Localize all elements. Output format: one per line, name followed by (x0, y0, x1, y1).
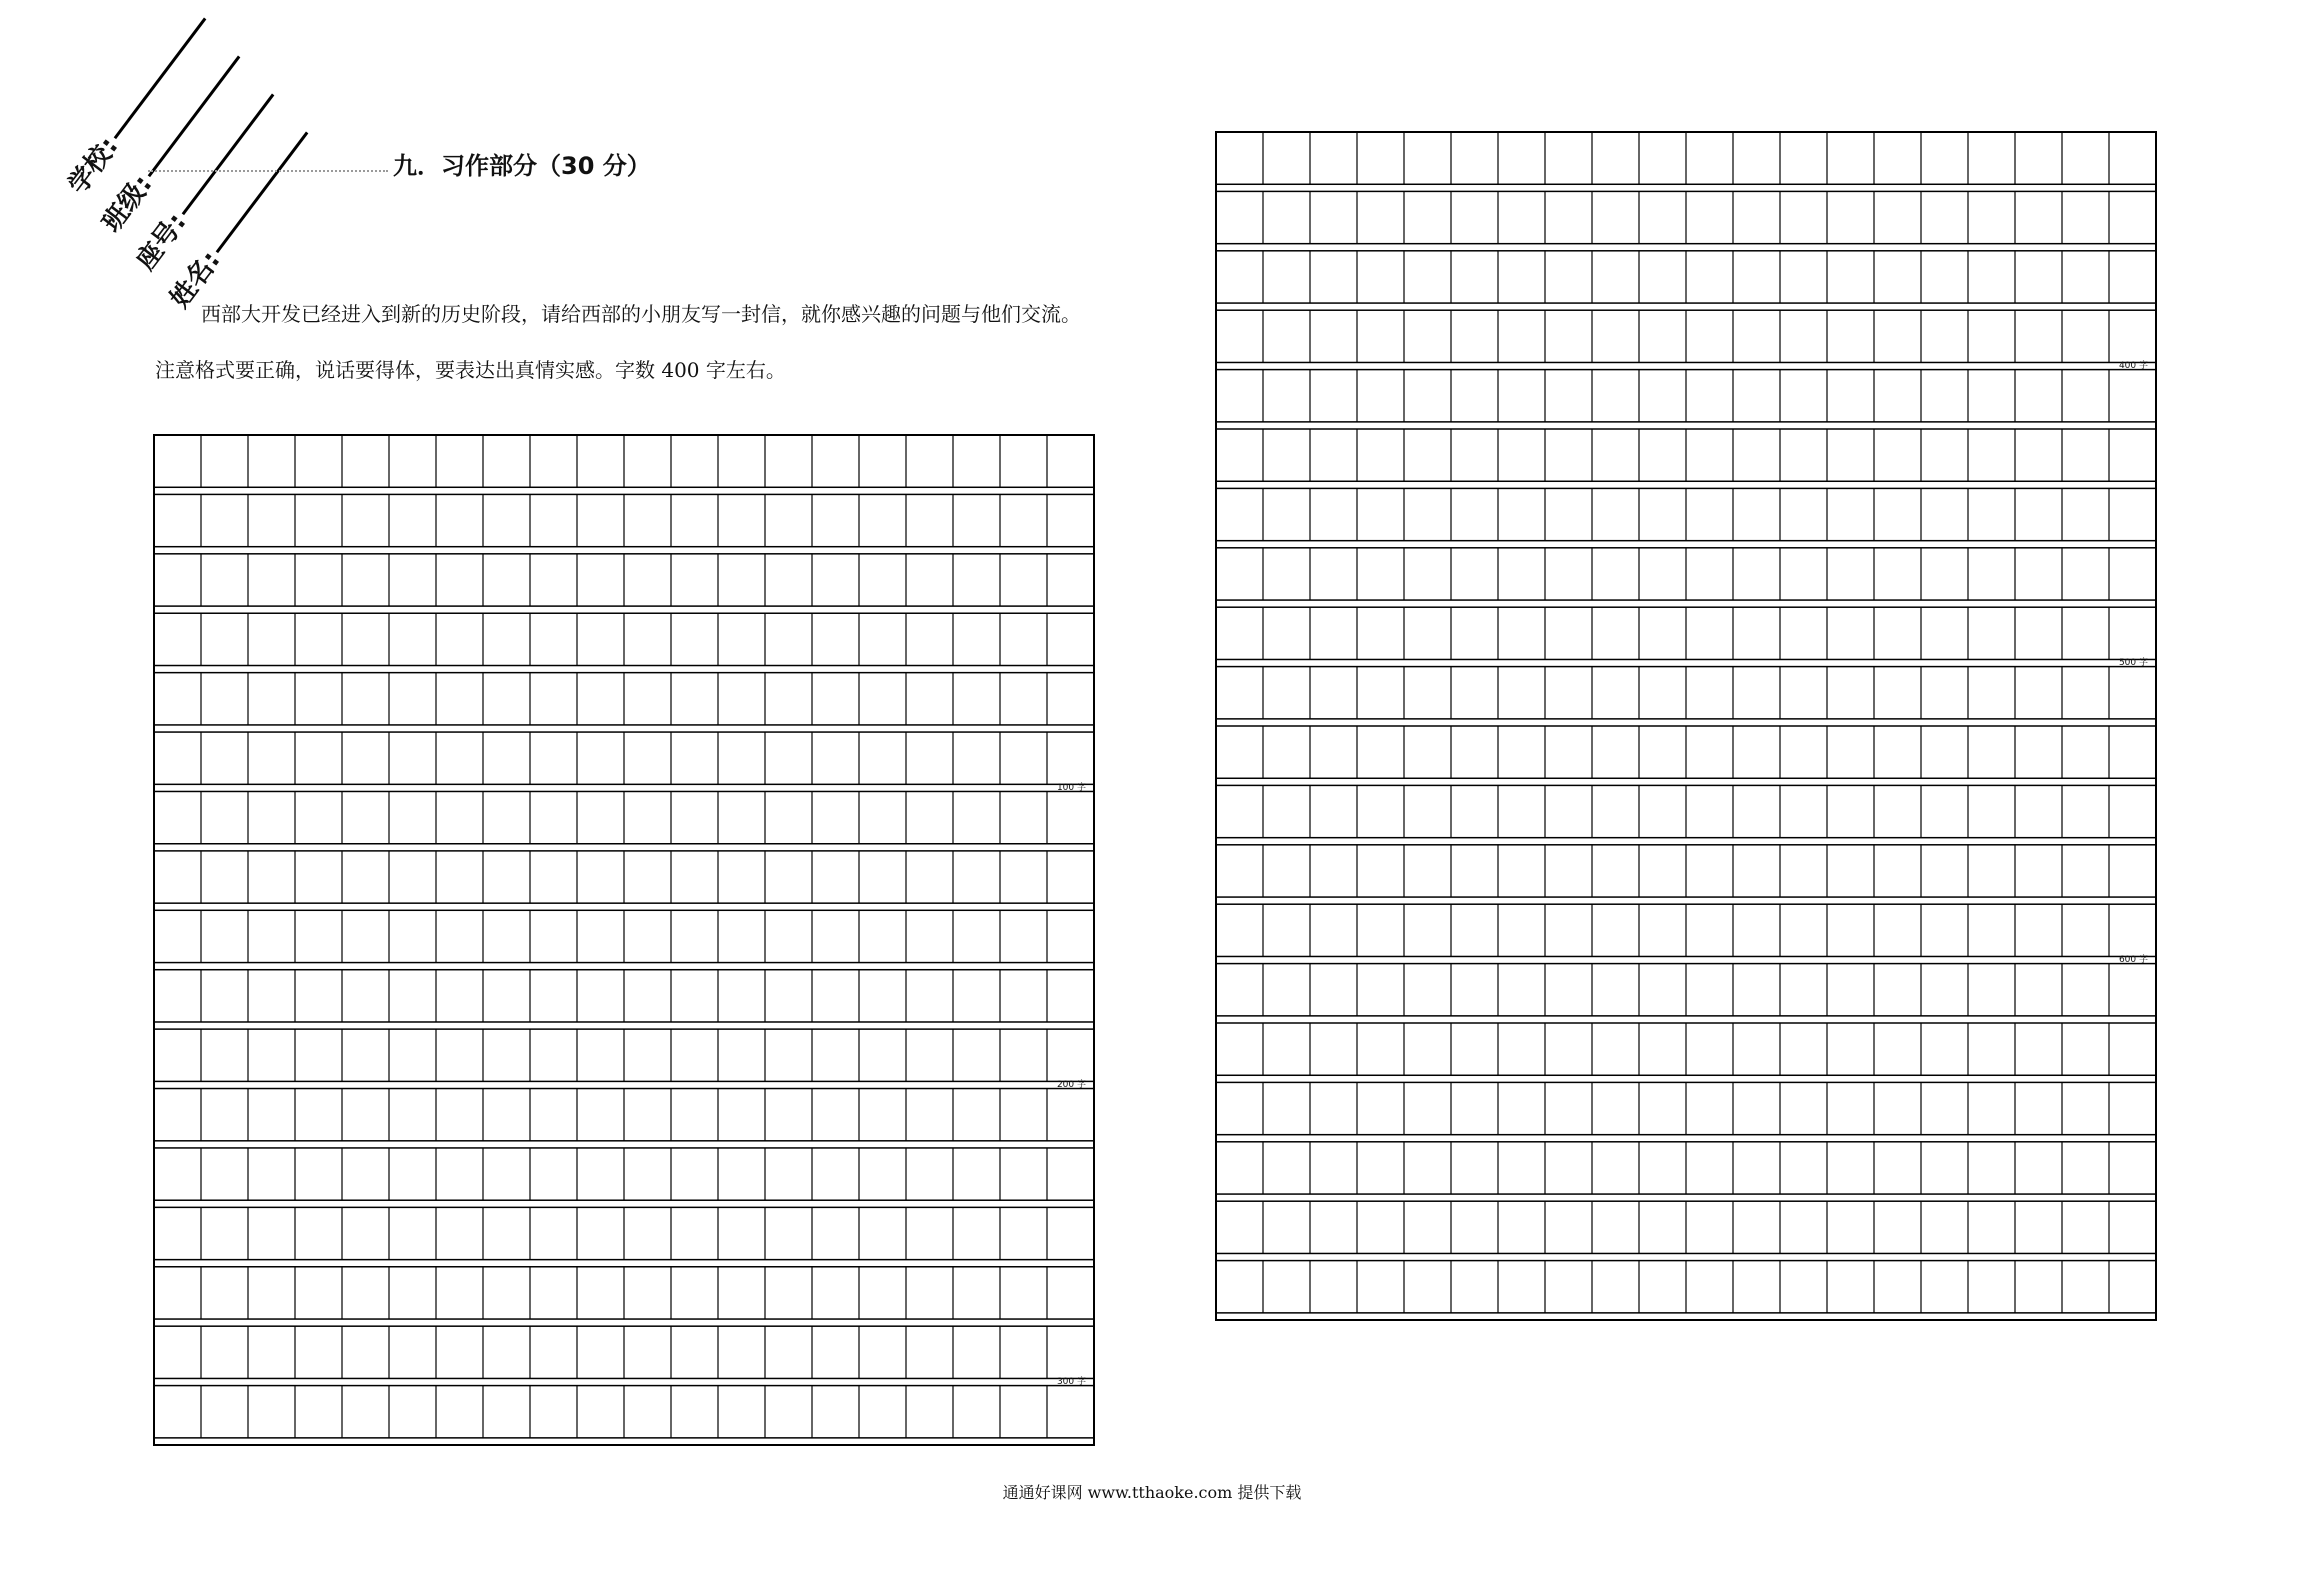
grid-row[interactable] (1216, 1261, 2156, 1313)
name-label: 姓名: (164, 245, 227, 314)
grid-row[interactable] (1216, 251, 2156, 303)
grid-row[interactable] (154, 1267, 1094, 1319)
grid-row[interactable] (1216, 964, 2156, 1016)
word-count-marker: 300 字 (1056, 1377, 1086, 1388)
grid-row[interactable] (1216, 785, 2156, 837)
grid-row[interactable] (154, 851, 1094, 903)
grid-row[interactable] (1216, 1082, 2156, 1134)
word-count-marker: 400 字 (2118, 361, 2148, 372)
grid-row[interactable] (1216, 191, 2156, 243)
left-writing-grid[interactable] (154, 435, 1094, 1445)
grid-row[interactable] (154, 910, 1094, 962)
grid-row[interactable] (154, 494, 1094, 546)
grid-row[interactable] (1216, 726, 2156, 778)
grid-row[interactable] (154, 732, 1094, 784)
grid-row[interactable] (154, 1207, 1094, 1259)
seat-label: 座号: (130, 207, 193, 276)
grid-row[interactable] (1216, 1023, 2156, 1075)
grid-row[interactable] (154, 970, 1094, 1022)
word-count-marker: 200 字 (1056, 1080, 1086, 1091)
grid-row[interactable] (154, 435, 1094, 487)
word-count-marker: 100 字 (1056, 783, 1086, 794)
grid-row[interactable] (1216, 548, 2156, 600)
word-count-marker: 600 字 (2118, 955, 2148, 966)
school-label: 学校: (62, 131, 125, 200)
section-title: 九．习作部分（30 分） (393, 152, 651, 180)
grid-row[interactable] (154, 613, 1094, 665)
grid-row[interactable] (1216, 310, 2156, 362)
right-writing-grid[interactable] (1216, 132, 2156, 1320)
grid-row[interactable] (154, 1326, 1094, 1378)
grid-row[interactable] (154, 1029, 1094, 1081)
grid-row[interactable] (1216, 667, 2156, 719)
grid-row[interactable] (1216, 904, 2156, 956)
writing-prompt: 西部大开发已经进入到新的历史阶段，请给西部的小朋友写一封信，就你感兴趣的问题与他们交流。注意格式要正确，说话要得体，要表达出真情实感。字数 400 字左右。 (155, 302, 1081, 382)
word-count-marker: 500 字 (2118, 658, 2148, 669)
footer-credit: 通通好课网 www.tthaoke.com 提供下载 (1002, 1483, 1302, 1502)
grid-row[interactable] (154, 1386, 1094, 1438)
grid-row[interactable] (1216, 488, 2156, 540)
grid-row[interactable] (1216, 132, 2156, 184)
grid-row[interactable] (154, 673, 1094, 725)
grid-row[interactable] (1216, 1201, 2156, 1253)
grid-row[interactable] (1216, 370, 2156, 422)
grid-row[interactable] (1216, 845, 2156, 897)
grid-row[interactable] (154, 1089, 1094, 1141)
grid-row[interactable] (1216, 607, 2156, 659)
class-label: 班级: (96, 169, 159, 238)
grid-row[interactable] (154, 554, 1094, 606)
grid-row[interactable] (154, 791, 1094, 843)
grid-row[interactable] (154, 1148, 1094, 1200)
grid-row[interactable] (1216, 1142, 2156, 1194)
grid-row[interactable] (1216, 429, 2156, 481)
